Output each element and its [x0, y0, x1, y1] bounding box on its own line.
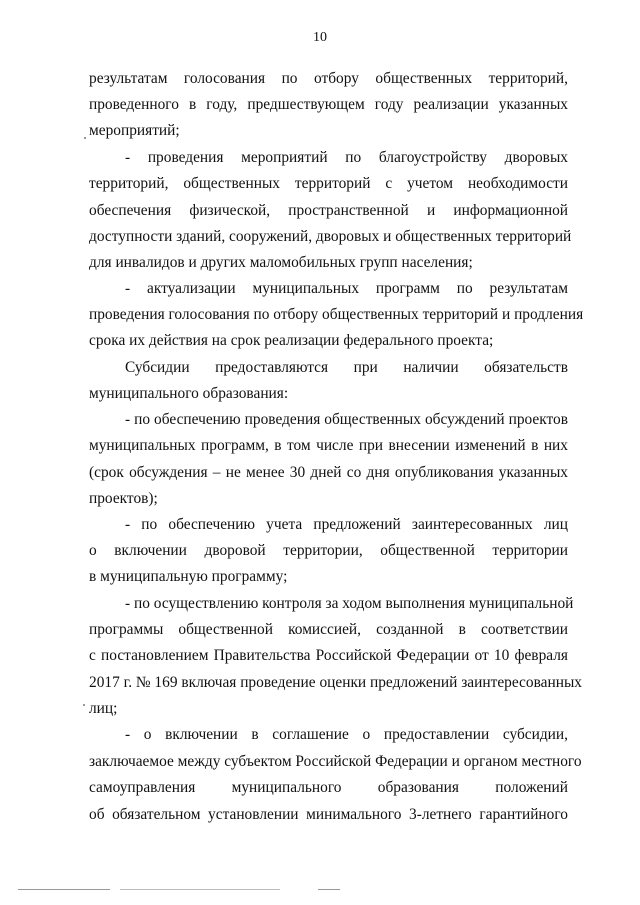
scan-edge-line — [120, 889, 280, 890]
text-line: территорий, общественных территорий с учетом необходимости — [89, 175, 568, 192]
page-number: 10 — [313, 30, 327, 45]
text-line: - проведения мероприятий по благоустройству дворовых — [125, 149, 568, 166]
text-line: для инвалидов и других маломобильных групп населения; — [89, 254, 473, 271]
text-line: лиц; — [89, 700, 118, 717]
text-line: мероприятий; — [89, 122, 180, 139]
text-line: проведенного в году, предшествующем году реализации указанных — [89, 96, 568, 113]
text-line: (срок обсуждения – не менее 30 дней со дня опубликования указанных — [89, 464, 568, 481]
text-line: муниципального образования: — [89, 385, 289, 402]
text-line: - о включении в соглашение о предоставлении субсидии, — [125, 726, 568, 743]
text-line: 2017 г. № 169 включая проведение оценки предложений заинтересованных — [89, 674, 582, 691]
scan-speck — [83, 704, 85, 706]
text-line: о включении дворовой территории, общественной территории — [89, 542, 568, 559]
text-line: программы общественной комиссией, созданной в соответствии — [89, 621, 568, 638]
text-line: - по обеспечению учета предложений заинтересованных лиц — [125, 516, 568, 533]
text-line: срока их действия на срок реализации федерального проекта; — [89, 332, 494, 349]
text-line: с постановлением Правительства Российской Федерации от 10 февраля — [89, 647, 568, 664]
scan-speck — [84, 137, 86, 139]
text-line: - актуализации муниципальных программ по результатам — [125, 280, 568, 297]
text-line: - по обеспечению проведения общественных обсуждений проектов — [125, 411, 568, 428]
text-line: Субсидии предоставляются при наличии обязательств — [125, 359, 568, 376]
text-line: в муниципальную программу; — [89, 568, 288, 585]
text-line: проектов); — [89, 490, 158, 507]
text-line: самоуправления муниципального образования положений — [89, 779, 568, 796]
scan-edge-line — [318, 889, 340, 890]
text-line: проведения голосования по отбору общественных территорий и продления — [89, 306, 584, 323]
text-line: заключаемое между субъектом Российской Федерации и органом местного — [89, 753, 582, 770]
text-line: об обязательном установлении минимального 3-летнего гарантийного — [89, 806, 568, 823]
text-line: доступности зданий, сооружений, дворовых и общественных территорий — [89, 228, 572, 245]
text-line: обеспечения физической, пространственной и информационной — [89, 202, 568, 219]
text-line: муниципальных программ, в том числе при внесении изменений в них — [89, 437, 568, 454]
text-line: результатам голосования по отбору общественных территорий, — [89, 70, 568, 87]
scan-edge-line — [18, 889, 110, 890]
text-line: - по осуществлению контроля за ходом выполнения муниципальной — [125, 595, 574, 612]
